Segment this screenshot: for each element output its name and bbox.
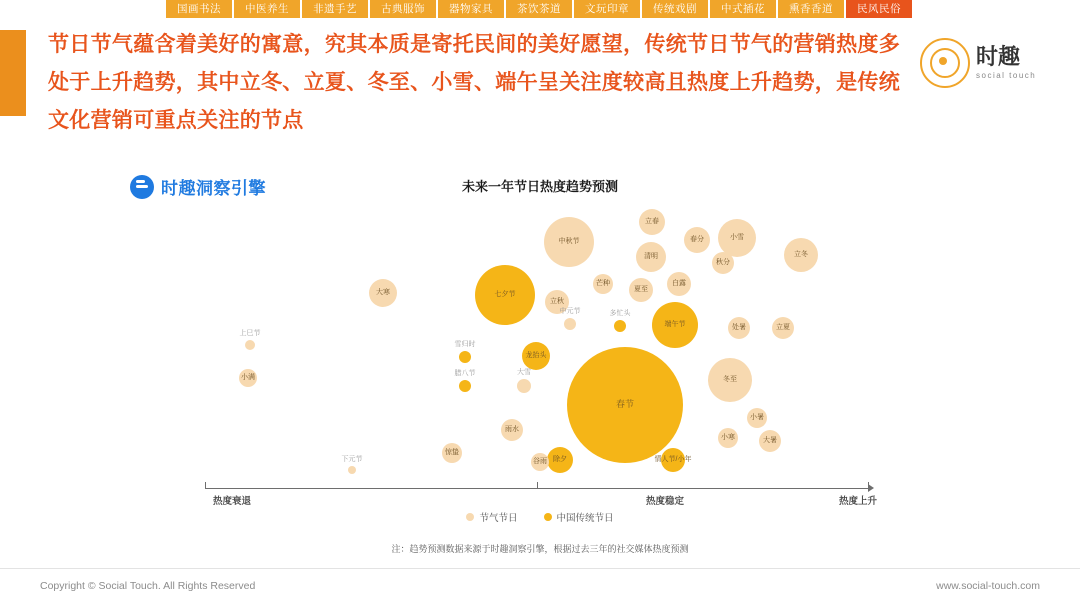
brand-name-en: social touch bbox=[976, 71, 1037, 80]
bubble-春分 bbox=[684, 227, 710, 253]
bubble-除夕 bbox=[547, 447, 573, 473]
bubble-大雪 bbox=[517, 379, 531, 393]
bubble-label: 大寒 bbox=[376, 289, 390, 297]
bubble-中元节 bbox=[564, 318, 576, 330]
bubble-label: 情人节/小年 bbox=[654, 456, 692, 464]
bubble-label: 七夕节 bbox=[494, 291, 516, 299]
copyright-text: Copyright © Social Touch. All Rights Reserved bbox=[40, 580, 256, 592]
legend-dot-solar bbox=[466, 513, 474, 521]
bubble-立春 bbox=[639, 209, 665, 235]
bubble-冬至 bbox=[708, 358, 752, 402]
bubble-小满 bbox=[239, 369, 257, 387]
bubble-谷雨 bbox=[531, 453, 549, 471]
bubble-立夏 bbox=[772, 317, 794, 339]
bubble-label: 处暑 bbox=[732, 324, 746, 332]
bubble-小寒 bbox=[718, 428, 738, 448]
bubble-outside-label-中元节: 中元节 bbox=[559, 308, 581, 315]
footer bbox=[0, 568, 1080, 608]
bubble-label: 芒种 bbox=[596, 280, 610, 288]
tab-gudian-fushi[interactable]: 古典服饰 bbox=[370, 0, 436, 18]
bubble-label: 小雪 bbox=[730, 234, 744, 242]
brand-logo bbox=[920, 34, 1040, 92]
bubble-白露 bbox=[667, 272, 691, 296]
bubble-秋分 bbox=[712, 252, 734, 274]
bubble-春节 bbox=[567, 347, 683, 463]
bubble-label: 惊蛰 bbox=[445, 449, 459, 457]
bubble-label: 立秋 bbox=[550, 298, 564, 306]
bubble-label: 夏至 bbox=[634, 286, 648, 294]
tab-guohua-shufa[interactable]: 国画书法 bbox=[166, 0, 232, 18]
bubble-雪归时 bbox=[459, 351, 471, 363]
bubble-夏至 bbox=[629, 278, 653, 302]
bubble-outside-label-上巳节: 上巳节 bbox=[239, 330, 261, 337]
bubble-雨水 bbox=[501, 419, 523, 441]
chart-title: 未来一年节日热度趋势预测 bbox=[461, 179, 618, 194]
bubble-outside-label-腊八节: 腊八节 bbox=[454, 370, 476, 377]
tab-wenwan-yinzhang[interactable]: 文玩印章 bbox=[574, 0, 640, 18]
bubble-龙抬头 bbox=[522, 342, 550, 370]
tab-xunxiang-xiangdao[interactable]: 熏香香道 bbox=[778, 0, 844, 18]
tab-zhongyi-yangsheng[interactable]: 中医养生 bbox=[234, 0, 300, 18]
engine-label: 时趣洞察引擎 bbox=[161, 179, 266, 198]
bubble-label: 除夕 bbox=[553, 456, 567, 464]
bubble-芒种 bbox=[593, 274, 613, 294]
tab-qiwu-jiaju[interactable]: 器物家具 bbox=[438, 0, 504, 18]
bubble-label: 冬至 bbox=[723, 376, 737, 384]
tab-minfeng-minsu[interactable]: 民风民俗 bbox=[846, 0, 912, 18]
page-title: 节日节气蕴含着美好的寓意，究其本质是寄托民间的美好愿望，传统节日节气的营销热度多处于上升趋势，其中立冬、立夏、冬至、小雪、端午呈关注度较高且热度上升趋势，是传统文化营销可重点关注的节点 bbox=[48, 33, 900, 132]
bubble-outside-label-雪归时: 雪归时 bbox=[454, 341, 476, 348]
legend-label-solar: 节气节日 bbox=[479, 513, 518, 524]
bubble-中秋节 bbox=[544, 217, 594, 267]
axis-label-decline: 热度衰退 bbox=[212, 496, 252, 507]
chart-section bbox=[0, 160, 1080, 560]
bubble-label: 清明 bbox=[644, 253, 658, 261]
category-tab-bar[interactable] bbox=[0, 0, 1080, 18]
legend-item-traditional bbox=[544, 510, 614, 524]
website-text: www.social-touch.com bbox=[936, 580, 1040, 592]
bubble-label: 中秋节 bbox=[558, 238, 580, 246]
bubble-清明 bbox=[636, 242, 666, 272]
bubble-label: 小暑 bbox=[750, 414, 764, 422]
bubble-label: 小寒 bbox=[721, 434, 735, 442]
bubble-label: 白露 bbox=[672, 280, 686, 288]
bubble-label: 谷雨 bbox=[533, 458, 547, 466]
bubble-label: 春分 bbox=[690, 236, 704, 244]
bubble-label: 大暑 bbox=[763, 437, 777, 445]
legend-label-traditional: 中国传统节日 bbox=[556, 513, 614, 524]
bubble-大暑 bbox=[759, 430, 781, 452]
bubble-小暑 bbox=[747, 408, 767, 428]
headline-section bbox=[0, 26, 1080, 151]
bubble-label: 立夏 bbox=[776, 324, 790, 332]
axis-label-stable: 热度稳定 bbox=[645, 496, 685, 507]
bubble-惊蛰 bbox=[442, 443, 462, 463]
axis-label-rise: 热度上升 bbox=[838, 496, 878, 507]
bubble-多忙头 bbox=[614, 320, 626, 332]
bubble-立冬 bbox=[784, 238, 818, 272]
bubble-chart-plot bbox=[0, 160, 1080, 560]
brand-circle-icon bbox=[920, 38, 970, 88]
tab-chuantong-xiju[interactable]: 传统戏剧 bbox=[642, 0, 708, 18]
axis-tick-left bbox=[205, 482, 206, 489]
bubble-label: 龙抬头 bbox=[525, 352, 547, 360]
chart-note: 注：趋势预测数据来源于时趣洞察引擎，根据过去三年的社交媒体热度预测 bbox=[391, 544, 689, 554]
accent-bar bbox=[0, 30, 26, 116]
bubble-label: 立春 bbox=[645, 218, 659, 226]
bubble-label: 秋分 bbox=[716, 259, 730, 267]
bubble-label: 端午节 bbox=[664, 321, 686, 329]
bubble-outside-label-下元节: 下元节 bbox=[341, 456, 363, 463]
legend-dot-traditional bbox=[544, 513, 552, 521]
bubble-outside-label-多忙头: 多忙头 bbox=[609, 310, 631, 317]
chart-legend bbox=[0, 510, 1080, 524]
bubble-label: 立冬 bbox=[794, 251, 808, 259]
bubble-腊八节 bbox=[459, 380, 471, 392]
bubble-outside-label-大雪: 大雪 bbox=[517, 369, 531, 376]
bubble-label: 小满 bbox=[241, 374, 255, 382]
axis-tick-mid bbox=[537, 482, 538, 489]
bubble-端午节 bbox=[652, 302, 698, 348]
tab-chayin-chadao[interactable]: 茶饮茶道 bbox=[506, 0, 572, 18]
bubble-处暑 bbox=[728, 317, 750, 339]
tab-zhongshi-chahua[interactable]: 中式插花 bbox=[710, 0, 776, 18]
axis-tick-right bbox=[868, 482, 869, 489]
bubble-label: 雨水 bbox=[505, 426, 519, 434]
bubble-情人节/小年 bbox=[654, 448, 692, 472]
tab-feiyi-shouyi[interactable]: 非遗手艺 bbox=[302, 0, 368, 18]
bubble-下元节 bbox=[348, 466, 356, 474]
bubble-上巳节 bbox=[245, 340, 255, 350]
bubble-七夕节 bbox=[475, 265, 535, 325]
bubble-大寒 bbox=[369, 279, 397, 307]
brand-text bbox=[976, 46, 1036, 80]
bubble-label: 春节 bbox=[615, 399, 634, 410]
legend-item-solar bbox=[466, 510, 517, 524]
brand-name-cn: 时趣 bbox=[976, 44, 1021, 69]
